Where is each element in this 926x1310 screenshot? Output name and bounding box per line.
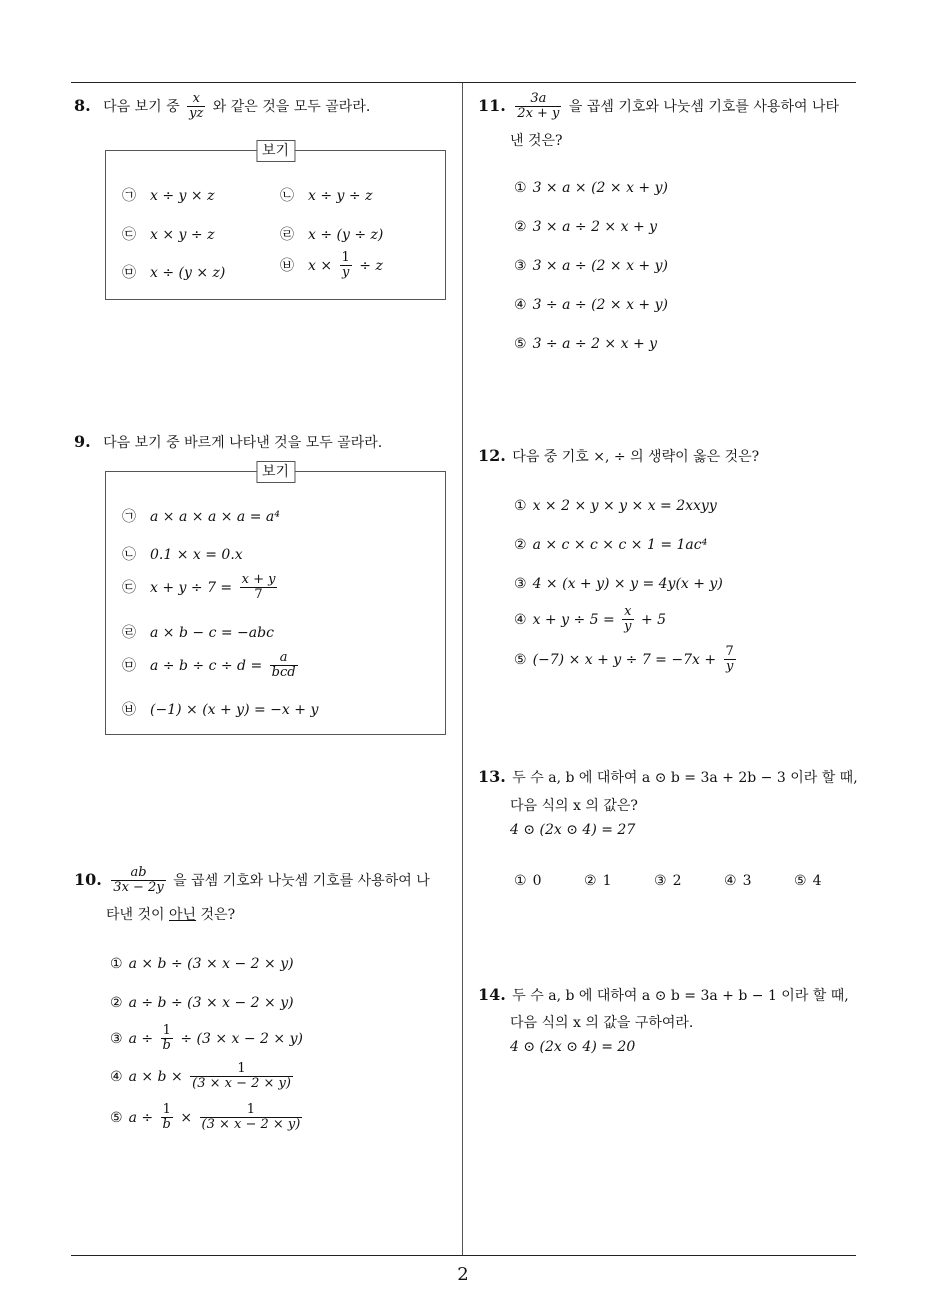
option-value: 2 [672,873,682,889]
example-item [280,251,383,281]
option[interactable] [514,297,668,313]
formula-expression: 4 ⊙ (2x ⊙ 4) = 20 [510,1039,636,1055]
option-expression: 3 × a ÷ (2 × x + y) [532,258,668,274]
option-expression: a ÷ b ÷ (3 × x − 2 × y) [128,995,294,1011]
question-text-line1: 두 수 a, b 에 대하여 a ⊙ b = 3a + 2b − 3 이라 할 때, [512,770,858,786]
option-expression-mid: × [180,1109,193,1126]
question-11 [478,92,839,122]
option-expression-pre: a × b × [128,1068,183,1085]
item-mark: ㉤ [122,657,136,674]
question-12 [478,446,759,466]
option-expression: 3 × a ÷ 2 × x + y [532,219,658,235]
option-value: 1 [602,873,612,889]
fraction-denominator: (3 × x − 2 × y) [201,1117,301,1133]
fraction-numerator: 1 [341,250,350,265]
question-number: 9. [74,432,91,451]
question-formula [510,822,635,838]
option[interactable] [724,873,751,889]
question-10-line2 [106,904,235,924]
item-mark: ㉢ [122,227,136,243]
item-mark: ㉡ [280,188,294,204]
fraction [161,1024,173,1054]
question-formula [510,1039,635,1055]
option-expression: 3 ÷ a ÷ (2 × x + y) [532,297,668,313]
fraction [111,866,165,896]
item-expression: x ÷ (y × z) [150,265,226,281]
item-expression: a × b − c = −abc [150,625,274,641]
fraction-numerator: x [622,605,633,620]
top-rule [71,82,856,83]
fraction-numerator: 7 [725,644,734,659]
question-text: 타낸 것이 [106,907,165,923]
fraction-denominator: y [624,619,632,635]
option-number: ⑤ [514,651,527,668]
fraction [270,651,298,681]
option[interactable] [514,873,541,889]
option-expression-pre: a ÷ [128,1030,154,1047]
item-mark: ㉥ [122,702,136,718]
fraction-numerator: 1 [190,1062,293,1077]
example-box-8 [105,143,446,300]
option-value: 4 [812,873,822,889]
option-number: ③ [514,258,527,274]
option[interactable] [654,873,681,889]
fraction [161,1103,173,1133]
fraction-denominator: yz [189,106,204,122]
option-number: ① [514,873,527,889]
option-number: ④ [110,1068,123,1085]
item-expression: x ÷ (y ÷ z) [308,227,384,243]
item-expression: (−1) × (x + y) = −x + y [150,702,319,718]
item-expression: x × y ÷ z [150,227,215,243]
item-expression-pre: x + y ÷ 7 = [150,579,233,596]
option[interactable] [110,956,294,972]
option-number: ③ [110,1030,123,1047]
option-value: 0 [532,873,542,889]
fraction-denominator: y [341,265,350,281]
option[interactable] [794,873,821,889]
example-item [122,699,318,719]
question-text: 것은? [200,907,236,923]
fraction-denominator: y [725,659,734,675]
option-number: ② [584,873,597,889]
box-title: 보기 [256,140,295,162]
question-number: 14. [478,985,506,1004]
fraction-numerator: x + y [241,572,276,587]
example-item [122,622,274,642]
column-divider [462,83,463,1255]
option-number: ① [110,956,123,972]
question-text-line2: 다음 식의 x 의 값은? [510,798,638,814]
option-number: ② [110,995,123,1011]
item-expression: a × a × a × a = a⁴ [150,509,280,525]
option[interactable] [514,219,657,235]
question-10 [74,866,430,896]
item-expression-pre: a ÷ b ÷ c ÷ d = [150,657,263,674]
example-item [122,651,301,681]
option-number: ② [514,219,527,235]
fraction [240,573,278,603]
fraction [724,645,736,675]
question-emphasis: 아닌 [169,907,197,923]
question-number: 10. [74,869,102,889]
option-expression: 3 ÷ a ÷ 2 × x + y [532,336,658,352]
question-number: 13. [478,767,506,786]
option[interactable] [514,605,666,635]
option-value: 3 [742,873,752,889]
fraction [187,92,205,122]
option-number: ③ [514,576,527,592]
item-expression-post: ÷ z [359,257,383,274]
question-text-line1: 을 곱셈 기호와 나눗셈 기호를 사용하여 나타 [568,98,839,115]
item-expression: x ÷ y × z [150,188,215,204]
example-item [280,185,372,205]
option-number: ④ [514,611,527,628]
item-mark: ㉠ [122,188,136,204]
question-text: 다음 중 기호 ×, ÷ 의 생략이 옳은 것은? [512,449,760,465]
option-expression-post: + 5 [640,611,667,628]
fraction-denominator: 2x + y [517,106,560,122]
option[interactable] [514,645,739,675]
item-expression: x ÷ y ÷ z [308,188,373,204]
fraction-denominator: (3 × x − 2 × y) [192,1076,291,1092]
option-number: ⑤ [110,1109,123,1126]
example-box-9 [105,464,446,735]
option-expression: a × c × c × c × 1 = 1ac⁴ [532,537,708,553]
option[interactable] [110,1024,303,1054]
fraction-denominator: bcd [271,665,296,681]
option-expression: a × b ÷ (3 × x − 2 × y) [128,956,294,972]
question-14 [478,985,849,1005]
question-text-line2: 낸 것은? [510,133,563,149]
item-mark: ㉢ [122,579,136,596]
item-mark: ㉣ [280,227,294,243]
option[interactable] [514,576,723,592]
option[interactable] [514,336,657,352]
example-item [122,573,280,603]
option-number: ① [514,498,527,514]
item-expression: 0.1 × x = 0.x [150,547,243,563]
option-number: ① [514,180,527,196]
question-text-line2: 다음 식의 x 의 값을 구하여라. [510,1015,694,1031]
item-mark: ㉡ [122,547,136,563]
option-expression: 3 × a × (2 × x + y) [532,180,668,196]
page-number: 2 [457,1264,469,1285]
bottom-rule [71,1255,856,1256]
option[interactable] [584,873,611,889]
fraction [340,251,352,281]
option-number: ⑤ [794,873,807,889]
fraction [515,92,561,122]
item-expression-pre: x × [308,257,333,274]
option-expression-post: ÷ (3 × x − 2 × y) [180,1030,303,1047]
fraction-denominator: b [162,1038,171,1054]
option[interactable] [514,258,668,274]
question-9 [74,432,382,452]
question-8 [74,92,370,122]
option-expression-pre: a ÷ [128,1109,154,1126]
item-mark: ㉥ [280,257,294,274]
question-number: 8. [74,95,91,115]
question-text: 다음 보기 중 바르게 나타낸 것을 모두 골라라. [103,435,383,451]
example-item [122,185,214,205]
fraction-numerator: 1 [161,1024,173,1039]
item-mark: ㉣ [122,625,136,641]
item-mark: ㉠ [122,509,136,525]
fraction-numerator: a [270,651,298,666]
option[interactable] [110,1062,296,1092]
fraction-denominator: 3x − 2y [113,880,164,896]
option-number: ③ [654,873,667,889]
question-13 [478,767,858,787]
example-item [122,506,280,526]
option-number: ② [514,537,527,553]
fraction-denominator: b [162,1117,171,1133]
option[interactable] [110,995,294,1011]
option[interactable] [514,498,717,514]
option-expression-pre: x + y ÷ 5 = [532,611,615,628]
item-mark: ㉤ [122,265,136,281]
question-number: 11. [478,95,506,115]
example-item [122,262,225,282]
question-text-line1: 두 수 a, b 에 대하여 a ⊙ b = 3a + b − 1 이라 할 때, [512,988,849,1004]
option-expression: x × 2 × y × y × x = 2xxyy [532,498,717,514]
example-item [122,544,243,564]
option-number: ⑤ [514,336,527,352]
fraction-numerator: ab [111,866,165,881]
fraction [200,1103,303,1133]
example-item [122,224,214,244]
option-number: ④ [724,873,737,889]
fraction-denominator: 7 [254,587,263,603]
box-title: 보기 [256,461,295,483]
example-item [280,224,383,244]
fraction [622,605,633,635]
fraction-numerator: x [187,92,205,107]
fraction [190,1062,293,1092]
option[interactable] [514,180,668,196]
question-text-line1: 을 곱셈 기호와 나눗셈 기호를 사용하여 나 [173,872,430,889]
option-number: ④ [514,297,527,313]
formula-expression: 4 ⊙ (2x ⊙ 4) = 27 [510,822,636,838]
fraction-numerator: 1 [200,1103,303,1118]
option-expression: 4 × (x + y) × y = 4y(x + y) [532,576,723,592]
option-expression-pre: (−7) × x + y ÷ 7 = −7x + [532,651,717,668]
fraction-numerator: 1 [161,1103,173,1118]
question-number: 12. [478,446,506,465]
option[interactable] [514,537,707,553]
option[interactable] [110,1103,305,1133]
fraction-numerator: 3a [515,92,561,107]
question-text-prefix: 다음 보기 중 [103,98,180,115]
question-text-suffix: 와 같은 것을 모두 골라라. [212,98,371,115]
